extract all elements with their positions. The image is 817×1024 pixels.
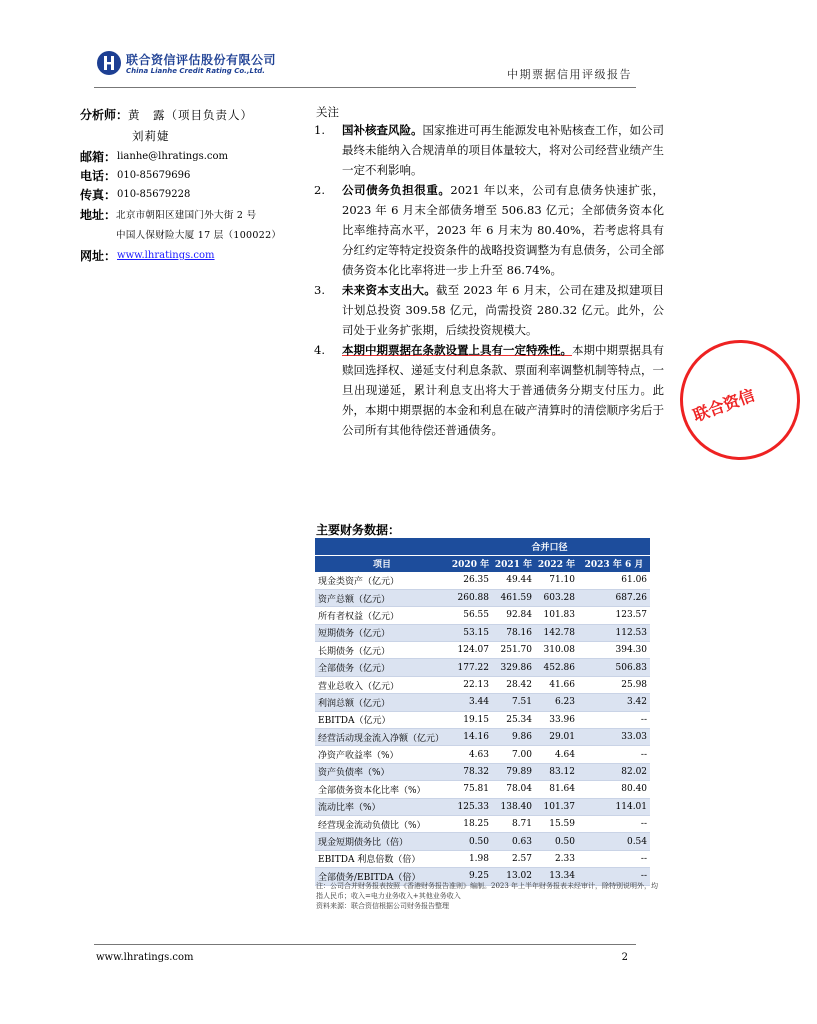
value-cell: 101.83 [535, 607, 578, 624]
concern-number: 3. [314, 283, 325, 297]
value-cell: 114.01 [578, 798, 650, 815]
table-row [315, 746, 650, 763]
brand-name-cn: 联合资信评估股份有限公司 [126, 53, 277, 67]
value-cell: 61.06 [578, 572, 650, 589]
fax-row [80, 185, 310, 204]
value-cell: 14.16 [449, 729, 492, 746]
value-cell: 124.07 [449, 642, 492, 659]
value-cell: 1.98 [449, 850, 492, 867]
table-row [315, 833, 650, 850]
value-cell: 138.40 [492, 798, 535, 815]
value-cell: 82.02 [578, 763, 650, 780]
concern-number: 4. [314, 343, 325, 357]
table-row [315, 729, 650, 746]
concern-item [314, 120, 664, 180]
row-label-cell: 经营活动现金流入净额（亿元） [315, 729, 449, 746]
report-type: 中期票据信用评级报告 [507, 68, 632, 81]
company-seal-stamp [663, 323, 817, 477]
value-cell: 7.51 [492, 694, 535, 711]
lianhe-logo-icon [96, 50, 122, 76]
financial-data-title: 主要财务数据： [316, 523, 401, 537]
row-label-cell: 净资产收益率（%） [315, 746, 449, 763]
value-cell: 461.59 [492, 589, 535, 606]
concern-heading: 本期中期票据在条款设置上具有一定特殊性。 [342, 343, 572, 357]
table-row [315, 676, 650, 693]
row-label-cell: 全部债务（亿元） [315, 659, 449, 676]
concern-text: 国家推进可再生能源发电补贴核查工作，如公司最终未能纳入合规清单的项目体量较大，将对公司经营业绩产生一定不利影响。 [342, 123, 664, 177]
table-row [315, 607, 650, 624]
footer-divider [94, 944, 636, 945]
value-cell: 4.63 [449, 746, 492, 763]
value-cell: 6.23 [535, 694, 578, 711]
table-row [315, 798, 650, 815]
address-line-1: 北京市朝阳区建国门外大街 2 号 [116, 210, 257, 221]
row-label-cell: 所有者权益（亿元） [315, 607, 449, 624]
value-cell: 260.88 [449, 589, 492, 606]
value-cell: 9.25 [449, 868, 492, 885]
value-cell: 28.42 [492, 676, 535, 693]
value-cell: 33.96 [535, 711, 578, 728]
row-label-cell: 短期债务（亿元） [315, 624, 449, 641]
row-label-cell: 流动比率（%） [315, 798, 449, 815]
value-cell: 78.16 [492, 624, 535, 641]
value-cell: 506.83 [578, 659, 650, 676]
value-cell: 22.13 [449, 676, 492, 693]
analyst-name-lead: 黄 露（项目负责人） [128, 107, 254, 122]
value-cell: 18.25 [449, 815, 492, 832]
value-cell: 78.32 [449, 763, 492, 780]
value-cell: 251.70 [492, 642, 535, 659]
value-cell: -- [578, 815, 650, 832]
table-row [315, 642, 650, 659]
row-label-cell: 现金类资产（亿元） [315, 572, 449, 589]
seal-text: 联合资信 [690, 385, 758, 426]
table-row [315, 659, 650, 676]
address-row [80, 206, 310, 246]
value-cell: 687.26 [578, 589, 650, 606]
concern-number: 1. [314, 123, 325, 137]
value-cell: -- [578, 746, 650, 763]
column-header: 项目 [315, 555, 449, 572]
column-header: 2022 年 [535, 555, 578, 572]
value-cell: 13.02 [492, 868, 535, 885]
concerns-title: 关注 [316, 105, 339, 119]
value-cell: 0.50 [535, 833, 578, 850]
row-label-cell: 全部债务/EBITDA（倍） [315, 868, 449, 885]
value-cell: 75.81 [449, 781, 492, 798]
concern-item [314, 180, 664, 280]
page-number: 2 [621, 952, 628, 963]
value-cell: 142.78 [535, 624, 578, 641]
value-cell: 7.00 [492, 746, 535, 763]
value-cell: 452.86 [535, 659, 578, 676]
value-cell: 3.44 [449, 694, 492, 711]
value-cell: 0.54 [578, 833, 650, 850]
website-row [80, 246, 310, 265]
header-divider [94, 87, 636, 88]
value-cell: 123.57 [578, 607, 650, 624]
concern-heading: 国补核查风险。 [342, 123, 423, 137]
concern-text: 2021 年以来，公司有息债务快速扩张，2023 年 6 月末全部债务增至 506.83 亿元；全部债务资本化比率维持高水平，2023 年 6 月末为 80.40%，若考虑将具有分红约定等特定投资条件的战略投资调整为有息债务，公司全部债务资本化比率将进一步上升至 86.74%。 [342, 183, 665, 277]
row-label-cell: 利润总额（亿元） [315, 694, 449, 711]
row-label-cell: 现金短期债务比（倍） [315, 833, 449, 850]
value-cell: 112.53 [578, 624, 650, 641]
value-cell: 25.98 [578, 676, 650, 693]
concern-text: 截至 2023 年 6 月末，公司在建及拟建项目计划总投资 309.58 亿元，尚需投资 280.32 亿元。此外，公司处于业务扩张期，后续投资规模大。 [342, 283, 664, 337]
table-note [316, 881, 661, 911]
financial-table-body [315, 572, 650, 885]
value-cell: 41.66 [535, 676, 578, 693]
email-label: 邮箱： [80, 150, 117, 164]
value-cell: 49.44 [492, 572, 535, 589]
column-header: 2023 年 6 月 [578, 555, 650, 572]
concern-number: 2. [314, 183, 325, 197]
table-row [315, 694, 650, 711]
address-label: 地址： [80, 208, 117, 222]
address-line-2: 中国人保财险大厦 17 层（100022） [116, 230, 282, 241]
email-row [80, 147, 310, 166]
concern-item [314, 340, 664, 440]
financial-data-table [315, 538, 650, 886]
value-cell: 29.01 [535, 729, 578, 746]
table-row [315, 815, 650, 832]
analyst-row [80, 104, 310, 125]
value-cell: 2.33 [535, 850, 578, 867]
analyst-label: 分析师： [80, 108, 129, 122]
row-label-cell: EBITDA（亿元） [315, 711, 449, 728]
value-cell: 394.30 [578, 642, 650, 659]
value-cell: 4.64 [535, 746, 578, 763]
value-cell: 101.37 [535, 798, 578, 815]
concern-heading: 公司债务负担很重。 [342, 183, 451, 197]
value-cell: 26.35 [449, 572, 492, 589]
table-row [315, 850, 650, 867]
value-cell: 8.71 [492, 815, 535, 832]
value-cell: 9.86 [492, 729, 535, 746]
value-cell: 80.40 [578, 781, 650, 798]
analyst-name-second: 刘莉婕 [132, 129, 170, 143]
value-cell: 81.64 [535, 781, 578, 798]
row-label-cell: 长期债务（亿元） [315, 642, 449, 659]
value-cell: 3.42 [578, 694, 650, 711]
value-cell: -- [578, 850, 650, 867]
column-header: 2021 年 [492, 555, 535, 572]
fax-value: 010-85679228 [117, 189, 191, 200]
value-cell: 56.55 [449, 607, 492, 624]
table-row [315, 781, 650, 798]
table-corner-cell [315, 538, 449, 555]
row-label-cell: 全部债务资本化比率（%） [315, 781, 449, 798]
value-cell: 0.50 [449, 833, 492, 850]
value-cell: 310.08 [535, 642, 578, 659]
value-cell: 78.04 [492, 781, 535, 798]
analyst-contact-block [80, 104, 310, 265]
value-cell: 13.34 [535, 868, 578, 885]
website-label: 网址： [80, 249, 117, 263]
row-label-cell: 资产总额（亿元） [315, 589, 449, 606]
fax-label: 传真： [80, 188, 117, 202]
row-label-cell: 经营现金流动负债比（%） [315, 815, 449, 832]
phone-row [80, 166, 310, 185]
value-cell: 71.10 [535, 572, 578, 589]
column-header: 2020 年 [449, 555, 492, 572]
value-cell: 603.28 [535, 589, 578, 606]
value-cell: 19.15 [449, 711, 492, 728]
value-cell: 0.63 [492, 833, 535, 850]
phone-label: 电话： [80, 169, 117, 183]
row-label-cell: EBITDA 利息倍数（倍） [315, 850, 449, 867]
email-value[interactable]: lianhe@lhratings.com [117, 151, 229, 162]
row-label-cell: 资产负债率（%） [315, 763, 449, 780]
table-row [315, 572, 650, 589]
website-link[interactable]: www.lhratings.com [117, 250, 215, 261]
value-cell: 53.15 [449, 624, 492, 641]
table-row [315, 589, 650, 606]
row-label-cell: 营业总收入（亿元） [315, 676, 449, 693]
value-cell: 177.22 [449, 659, 492, 676]
value-cell: 83.12 [535, 763, 578, 780]
table-row [315, 763, 650, 780]
brand-name-en: China Lianhe Credit Rating Co.,Ltd. [126, 67, 265, 75]
value-cell: -- [578, 711, 650, 728]
value-cell: 329.86 [492, 659, 535, 676]
table-source-line: 资料来源：联合资信根据公司财务报告整理 [316, 902, 449, 910]
table-note-line: 注：公司合并财务报表按照《香港财务报告准则》编制。2023 年上半年财务报表未经审计，除特别说明外，均指人民币；收入=电力业务收入+其他业务收入 [316, 882, 659, 900]
value-cell: 33.03 [578, 729, 650, 746]
phone-value: 010-85679696 [117, 170, 191, 181]
value-cell: 15.59 [535, 815, 578, 832]
table-row [315, 624, 650, 641]
value-cell: 2.57 [492, 850, 535, 867]
table-row [315, 711, 650, 728]
footer-website[interactable]: www.lhratings.com [96, 952, 194, 963]
concern-text: 本期中期票据具有赎回选择权、递延支付利息条款、票面利率调整机制等特点，一旦出现递延，累计利息支出将大于普通债务分期支付压力。此外，本期中期票据的本金和利息在破产清算时的清偿顺序劣后于公司所有其他待偿还普通债务。 [342, 343, 664, 437]
concern-heading: 未来资本支出大。 [342, 283, 436, 297]
value-cell: 125.33 [449, 798, 492, 815]
value-cell: 79.89 [492, 763, 535, 780]
concerns-list [314, 120, 664, 440]
group-header: 合并口径 [449, 538, 650, 555]
value-cell: 25.34 [492, 711, 535, 728]
concern-item [314, 280, 664, 340]
value-cell: 92.84 [492, 607, 535, 624]
value-cell: -- [578, 868, 650, 885]
